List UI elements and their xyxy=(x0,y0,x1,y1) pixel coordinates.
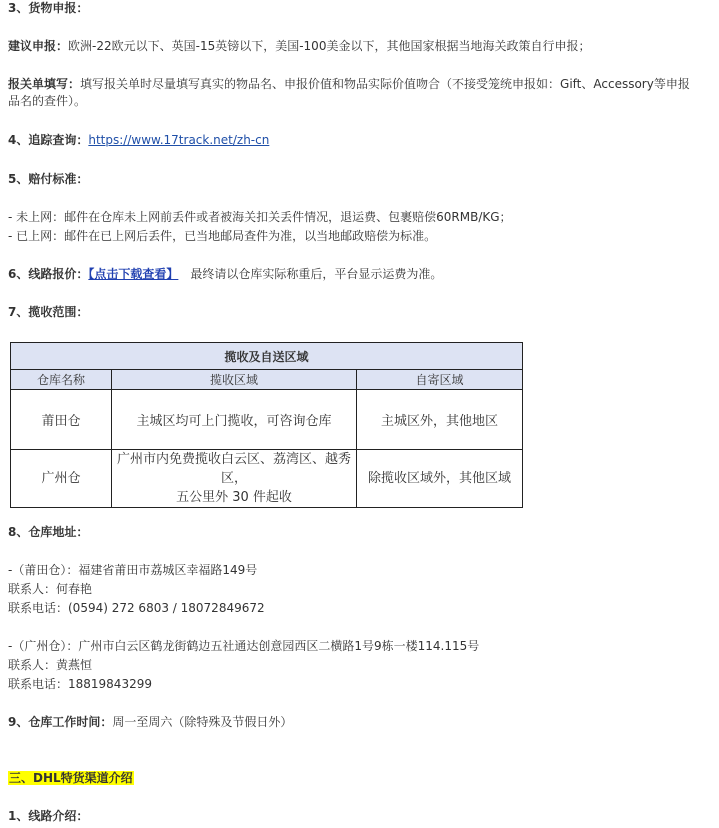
work-hours-line xyxy=(8,714,292,731)
dhl-section-heading: 三、DHL特货渠道介绍 xyxy=(9,771,133,785)
section-6-heading: 6、线路报价： xyxy=(8,267,89,281)
guangzhou-address-text: 广州市白云区鹤龙街鹤边五社通达创意园西区二横路1号9栋一楼114.115号 xyxy=(78,639,480,653)
guangzhou-address-label: -（广州仓）： xyxy=(8,639,79,653)
table-title: 揽收及自送区域 xyxy=(11,343,523,370)
header-warehouse: 仓库名称 xyxy=(11,370,112,390)
cell-self: 主城区外，其他地区 xyxy=(357,390,523,450)
download-link[interactable]: 【点击下载查看】 xyxy=(88,267,179,281)
work-hours-text: 周一至周六（除特殊及节假日外） xyxy=(112,715,293,729)
section-5-heading: 5、赔付标准： xyxy=(8,172,89,186)
cell-pickup xyxy=(112,450,357,508)
section-4-heading: 4、追踪查询： xyxy=(8,133,89,147)
section-8-heading: 8、仓库地址： xyxy=(8,525,89,539)
cell-warehouse: 莆田仓 xyxy=(11,390,112,450)
quote-line xyxy=(8,266,442,283)
suggest-text: 欧洲-22欧元以下、英国-15英镑以下，美国-100美金以下，其他国家根据当地海关政策自行申报； xyxy=(68,39,591,53)
suggest-label: 建议申报： xyxy=(8,39,69,53)
quote-note: 最终请以仓库实际称重后，平台显示运费为准。 xyxy=(190,267,443,281)
pickup-region-table xyxy=(10,342,523,508)
section-9-heading: 9、仓库工作时间： xyxy=(8,715,113,729)
cell-self: 除揽收区域外，其他区域 xyxy=(357,450,523,508)
form-text: 填写报关单时尽量填写真实的物品名、申报价值和物品实际价值吻合（不接受笼统申报如：Gift、Accessory等申报品名的查件）。 xyxy=(8,77,690,108)
section-3-heading: 3、货物申报： xyxy=(8,1,89,15)
section-7-heading: 7、揽收范围： xyxy=(8,305,89,319)
tracking-link[interactable]: https://www.17track.net/zh-cn xyxy=(88,133,270,147)
suggest-declaration xyxy=(8,38,590,55)
table-row xyxy=(11,390,523,450)
putian-address-text: 福建省莆田市荔城区幸福路149号 xyxy=(78,563,258,577)
guangzhou-contact: 联系人：黄燕恒 xyxy=(8,658,93,672)
cell-pickup-line-1: 广州市内免费揽收白云区、荔湾区、越秀区， xyxy=(116,452,351,486)
tracking-line xyxy=(8,132,269,149)
form-label: 报关单填写： xyxy=(8,77,81,91)
compensation-item-1: - 未上网：邮件在仓库未上网前丢件或者被海关扣关丢件情况，退运费、包裹赔偿60RMB/KG； xyxy=(8,210,512,224)
putian-address-label: -（莆田仓）： xyxy=(8,563,79,577)
route-intro-heading: 1、线路介绍： xyxy=(8,809,89,823)
putian-address xyxy=(8,562,257,579)
form-fill-paragraph xyxy=(8,76,698,110)
header-self: 自寄区域 xyxy=(357,370,523,390)
header-pickup: 揽收区域 xyxy=(112,370,357,390)
cell-warehouse: 广州仓 xyxy=(11,450,112,508)
cell-pickup: 主城区均可上门揽收，可咨询仓库 xyxy=(112,390,357,450)
putian-phone: 联系电话：(0594) 272 6803 / 18072849672 xyxy=(8,601,265,615)
putian-contact: 联系人：何春艳 xyxy=(8,582,93,596)
guangzhou-address xyxy=(8,638,479,655)
compensation-item-2: - 已上网：邮件在已上网后丢件，已当地邮局查件为准，以当地邮政赔偿为标准。 xyxy=(8,229,437,243)
cell-pickup-line-2: 五公里外 30 件起收 xyxy=(176,490,292,505)
dhl-section xyxy=(8,770,134,787)
table-row xyxy=(11,450,523,508)
guangzhou-phone: 联系电话：18819843299 xyxy=(8,677,152,691)
